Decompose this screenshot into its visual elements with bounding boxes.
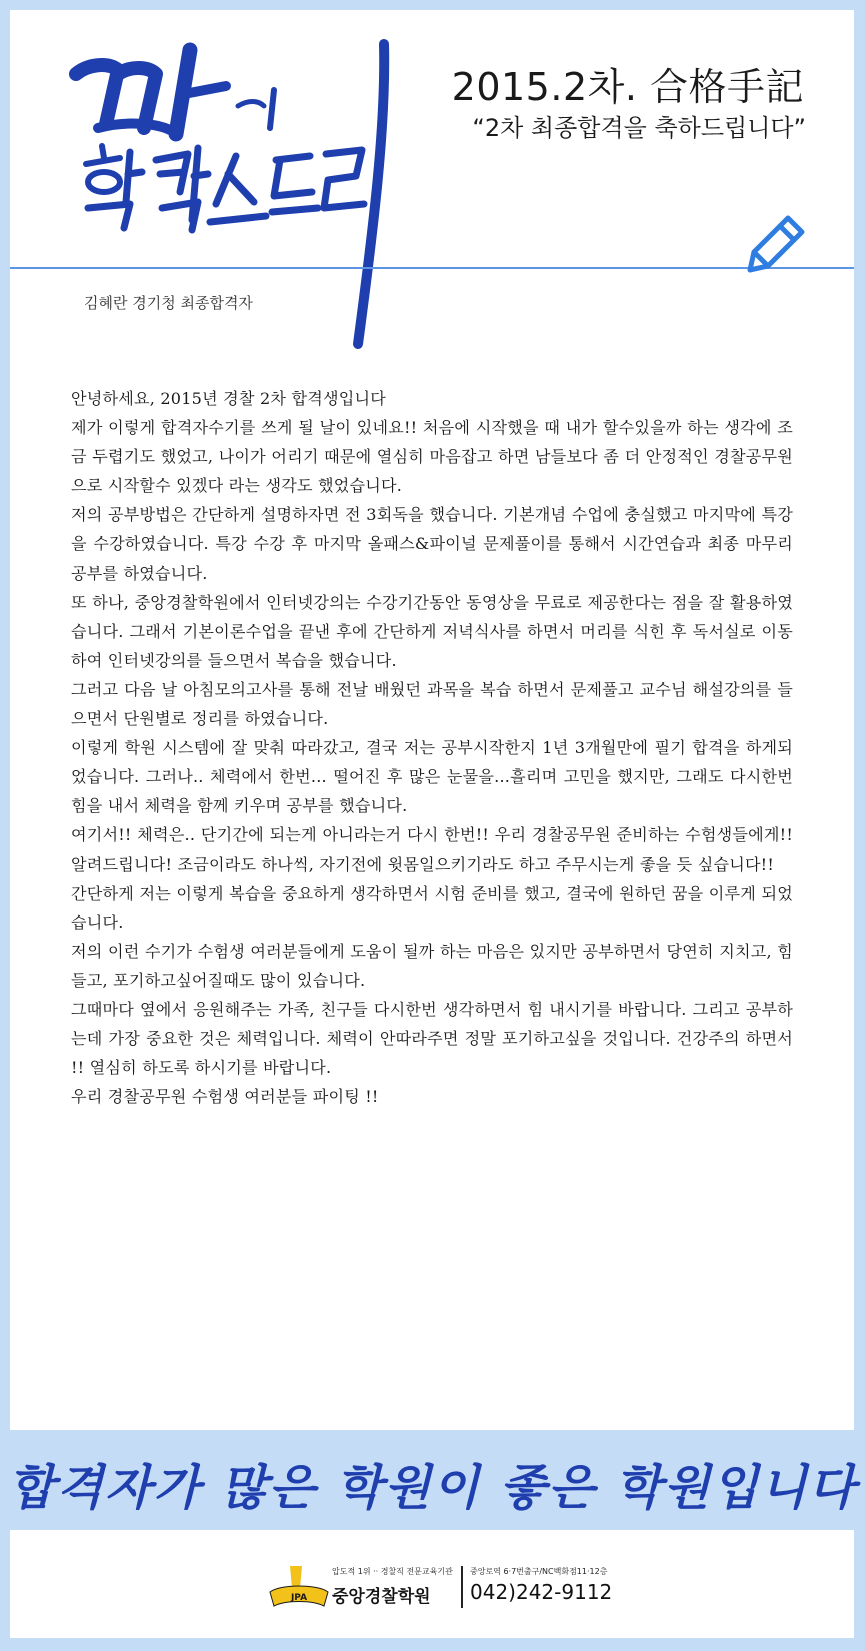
academy-logo-text: JPA [290,1593,308,1603]
document-subtitle: “2차 최종합격을 축하드립니다” [472,114,806,142]
essay-paragraph: 제가 이렇게 합격자수기를 쓰게 될 날이 있네요!! 처음에 시작했을 때 내가 할수있을까 하는 생각에 조금 두렵기도 했었고, 나이가 어리기 때문에 열심히 마음잡고 하면 남들보다 좀 더 안정적인 경찰공무원으로 시작할수 있겠다 라는 생각도 했었습니다. [71,418,793,496]
document-title: 2015.2차. 合格手記 [451,65,804,109]
footer [10,1530,854,1638]
essay-paragraph: 또 하나, 중앙경찰학원에서 인터넷강의는 수강기간동안 동영상을 무료로 제공한다는 점을 잘 활용하였습니다. 그래서 기본이론수업을 끝낸 후에 간단하게 저녁식사를 하면서 머리를 식힌 후 독서실로 이동하여 인터넷강의를 들으면서 복습을 했습니다. [71,592,793,670]
essay-paragraph: 여기서!! 체력은.. 단기간에 되는게 아니라는거 다시 한번!! 우리 경찰공무원 준비하는 수험생들에게!!알려드립니다! 조금이라도 하나씩, 자기전에 윗몸일으키기라도 하고 주무시는게 좋을 듯 싶습니다!! [71,825,793,874]
essay-paragraph: 이렇게 학원 시스템에 잘 맞춰 따라갔고, 결국 저는 공부시작한지 1년 3개월만에 필기 합격을 하게되었습니다. 그러나.. 체력에서 한번... 떨어진 후 많은 눈물을...흘리며 고민을 했지만, 그래도 다시한번 힘을 내서 체력을 함께 키우며 공부를 했습니다. [71,738,793,816]
essay-body [71,384,793,1111]
essay-paragraph: 그때마다 옆에서 응원해주는 가족, 친구들 다시한번 생각하면서 힘 내시기를 바랍니다. 그리고 공부하는데 가장 중요한 것은 체력입니다. 체력이 안따라주면 정말 포기하고싶을 것입니다. 건강주의 하면서 !! 열심히 하도록 하시기를 바랍니다. [71,999,793,1078]
academy-name: 중앙경찰학원 [332,1587,431,1607]
footer-divider [461,1566,463,1608]
pencil-icon [744,212,808,276]
header-divider [10,267,854,269]
essay-paragraph: 간단하게 저는 이렇게 복습을 중요하게 생각하면서 시험 준비를 했고, 결국에 원하던 꿈을 이루게 되었습니다. [71,883,793,932]
footer-address: 중앙로역 6·7번출구/NC백화점11·12층 [470,1567,608,1576]
academy-logo [268,1562,330,1612]
essay-paragraph: 안녕하세요, 2015년 경찰 2차 합격생입니다 [71,389,386,408]
essay-paragraph: 그러고 다음 날 아침모의고사를 통해 전날 배웠던 과목을 복습 하면서 문제풀고 교수님 해설강의를 들으면서 단원별로 정리를 하였습니다. [71,679,793,729]
slogan-text: 합격자가 많은 학원이 좋은 학원입니다 [8,1460,857,1516]
footer-phone: 042)242-9112 [470,1580,613,1604]
essay-card [10,10,854,1430]
essay-paragraph: 우리 경찰공무원 수험생 여러분들 파이팅 !! [71,1087,379,1107]
essay-paragraph: 저의 공부방법은 간단하게 설명하자면 전 3회독을 했습니다. 기본개념 수업에 충실했고 마지막에 특강을 수강하였습니다. 특강 수강 후 마지막 올패스&파이널 문제풀이를 통해서 시간연습과 최종 마무리 공부를 하였습니다. [71,505,793,583]
author-line: 김혜란 경기청 최종합격자 [84,294,253,312]
footer-tagline: 압도적 1위 ·· 경찰직 전문교육기관 [332,1567,453,1576]
essay-paragraph: 저의 이런 수기가 수험생 여러분들에게 도움이 될까 하는 마음은 있지만 공부하면서 당연히 지치고, 힘들고, 포기하고싶어질때도 많이 있습니다. [71,941,793,990]
